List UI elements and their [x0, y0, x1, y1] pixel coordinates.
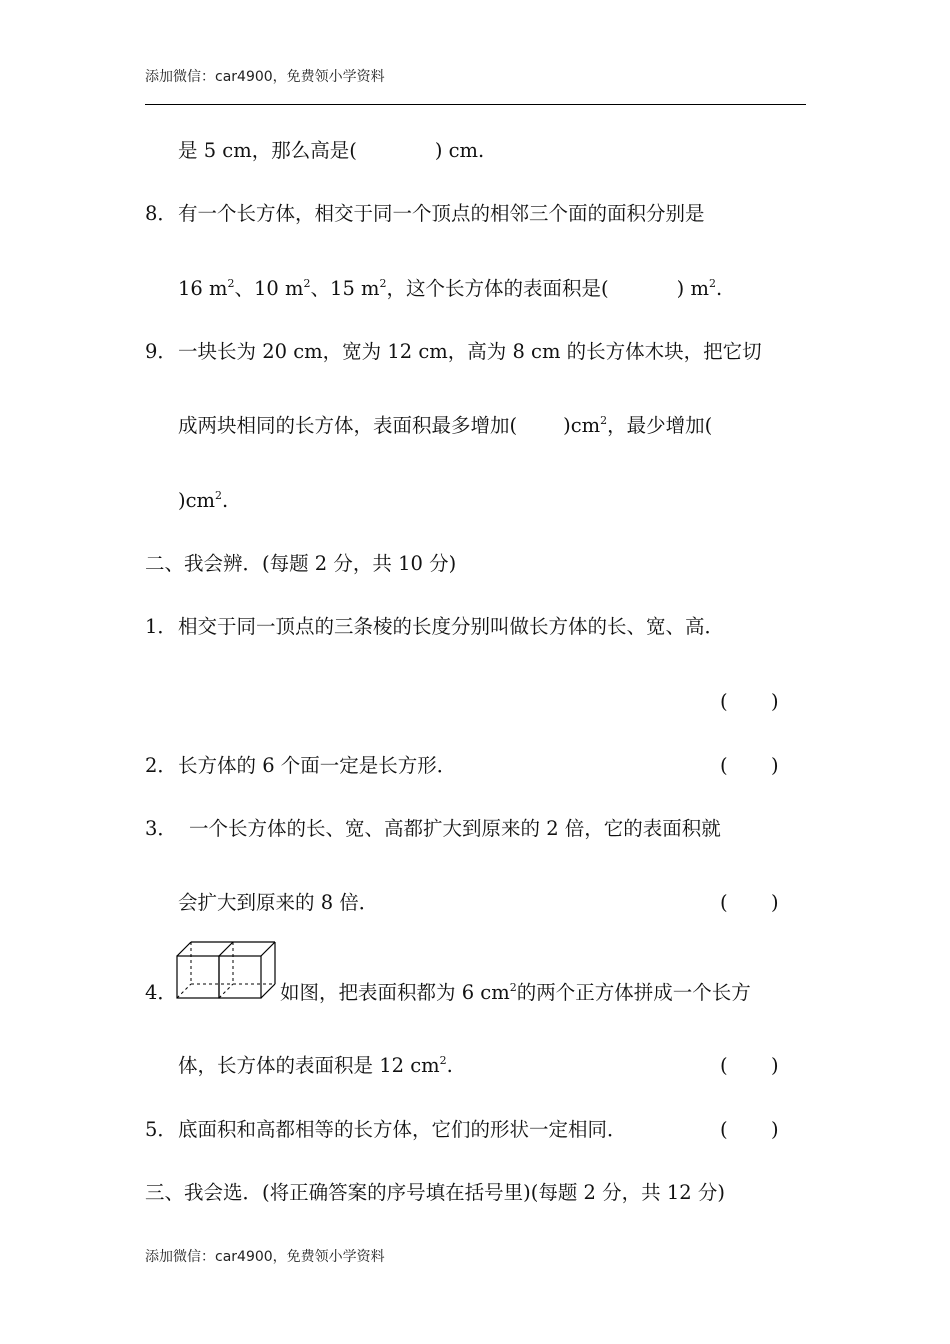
- j4-sup-1: 2: [509, 981, 517, 994]
- j2-answer-paren[interactable]: ( ): [720, 754, 779, 777]
- section3-title: 三、我会选．(将正确答案的序号填在括号里)(每题 2 分，共 12 分): [145, 1181, 725, 1204]
- j1-number: 1．: [145, 615, 177, 638]
- q9-number: 9．: [145, 340, 177, 363]
- j1-answer-paren[interactable]: ( ): [720, 690, 779, 713]
- j4-line2: [178, 1054, 453, 1078]
- q8-text-f: .: [715, 277, 723, 300]
- q8-text-e: ) m: [676, 277, 709, 300]
- j4-line1: [280, 981, 751, 1005]
- section2-title: 二、我会辨．(每题 2 分，共 10 分): [145, 552, 457, 575]
- q8-sup-4: 2: [708, 277, 716, 290]
- q7-continuation: [178, 139, 484, 163]
- q8-text-d: ，这个长方体的表面积是(: [386, 277, 609, 300]
- two-cubes-figure: [173, 938, 281, 1002]
- q8-text-a: 16 m: [178, 277, 228, 300]
- j2-number: 2．: [145, 754, 177, 777]
- j3-answer-paren[interactable]: ( ): [720, 891, 779, 914]
- q8-number: 8．: [145, 202, 177, 225]
- j3-number: 3．: [145, 817, 177, 840]
- q9-text-a: 成两块相同的长方体，表面积最多增加(: [178, 414, 518, 437]
- j4-text-a: 如图，把表面积都为 6 cm: [280, 981, 510, 1004]
- q7-text-b: ) cm.: [434, 139, 485, 162]
- q9-sup-2: 2: [215, 489, 223, 502]
- q9-line1: 一块长为 20 cm，宽为 12 cm，高为 8 cm 的长方体木块，把它切: [178, 340, 762, 363]
- q8-text-b: 、10 m: [234, 277, 304, 300]
- j4-sup-2: 2: [439, 1054, 447, 1067]
- q8-sup-1: 2: [227, 277, 235, 290]
- q9-line3: [178, 489, 228, 513]
- q8-line2: [178, 277, 722, 301]
- j4-answer-paren[interactable]: ( ): [720, 1054, 779, 1077]
- q9-line2: [178, 414, 712, 438]
- header-divider: [145, 104, 806, 105]
- q8-sup-3: 2: [379, 277, 387, 290]
- q9-text-b: )cm: [563, 414, 601, 437]
- j3-line2: 会扩大到原来的 8 倍．: [178, 891, 379, 914]
- page-header: 添加微信：car4900，免费领小学资料: [145, 69, 385, 85]
- j2-text: 长方体的 6 个面一定是长方形．: [178, 754, 457, 777]
- q9-text-e: .: [222, 489, 229, 512]
- j4-number: 4．: [145, 981, 177, 1004]
- j5-number: 5．: [145, 1118, 177, 1141]
- j3-line1: 一个长方体的长、宽、高都扩大到原来的 2 倍，它的表面积就: [189, 817, 721, 840]
- j4-text-d: .: [446, 1054, 453, 1077]
- j1-text: 相交于同一顶点的三条棱的长度分别叫做长方体的长、宽、高．: [178, 615, 725, 638]
- j4-text-b: 的两个正方体拼成一个长方: [516, 981, 751, 1004]
- q7-text-a: 是 5 cm，那么高是(: [178, 139, 357, 162]
- q8-text-c: 、15 m: [310, 277, 380, 300]
- j5-text: 底面积和高都相等的长方体，它们的形状一定相同．: [178, 1118, 627, 1141]
- q9-sup-1: 2: [600, 414, 608, 427]
- q9-text-d: )cm: [178, 489, 216, 512]
- q9-text-c: ，最少增加(: [607, 414, 713, 437]
- q8-line1: 有一个长方体，相交于同一个顶点的相邻三个面的面积分别是: [178, 202, 705, 225]
- q8-sup-2: 2: [303, 277, 311, 290]
- j4-text-c: 体，长方体的表面积是 12 cm: [178, 1054, 440, 1077]
- j5-answer-paren[interactable]: ( ): [720, 1118, 779, 1141]
- page-footer: 添加微信：car4900，免费领小学资料: [145, 1249, 385, 1265]
